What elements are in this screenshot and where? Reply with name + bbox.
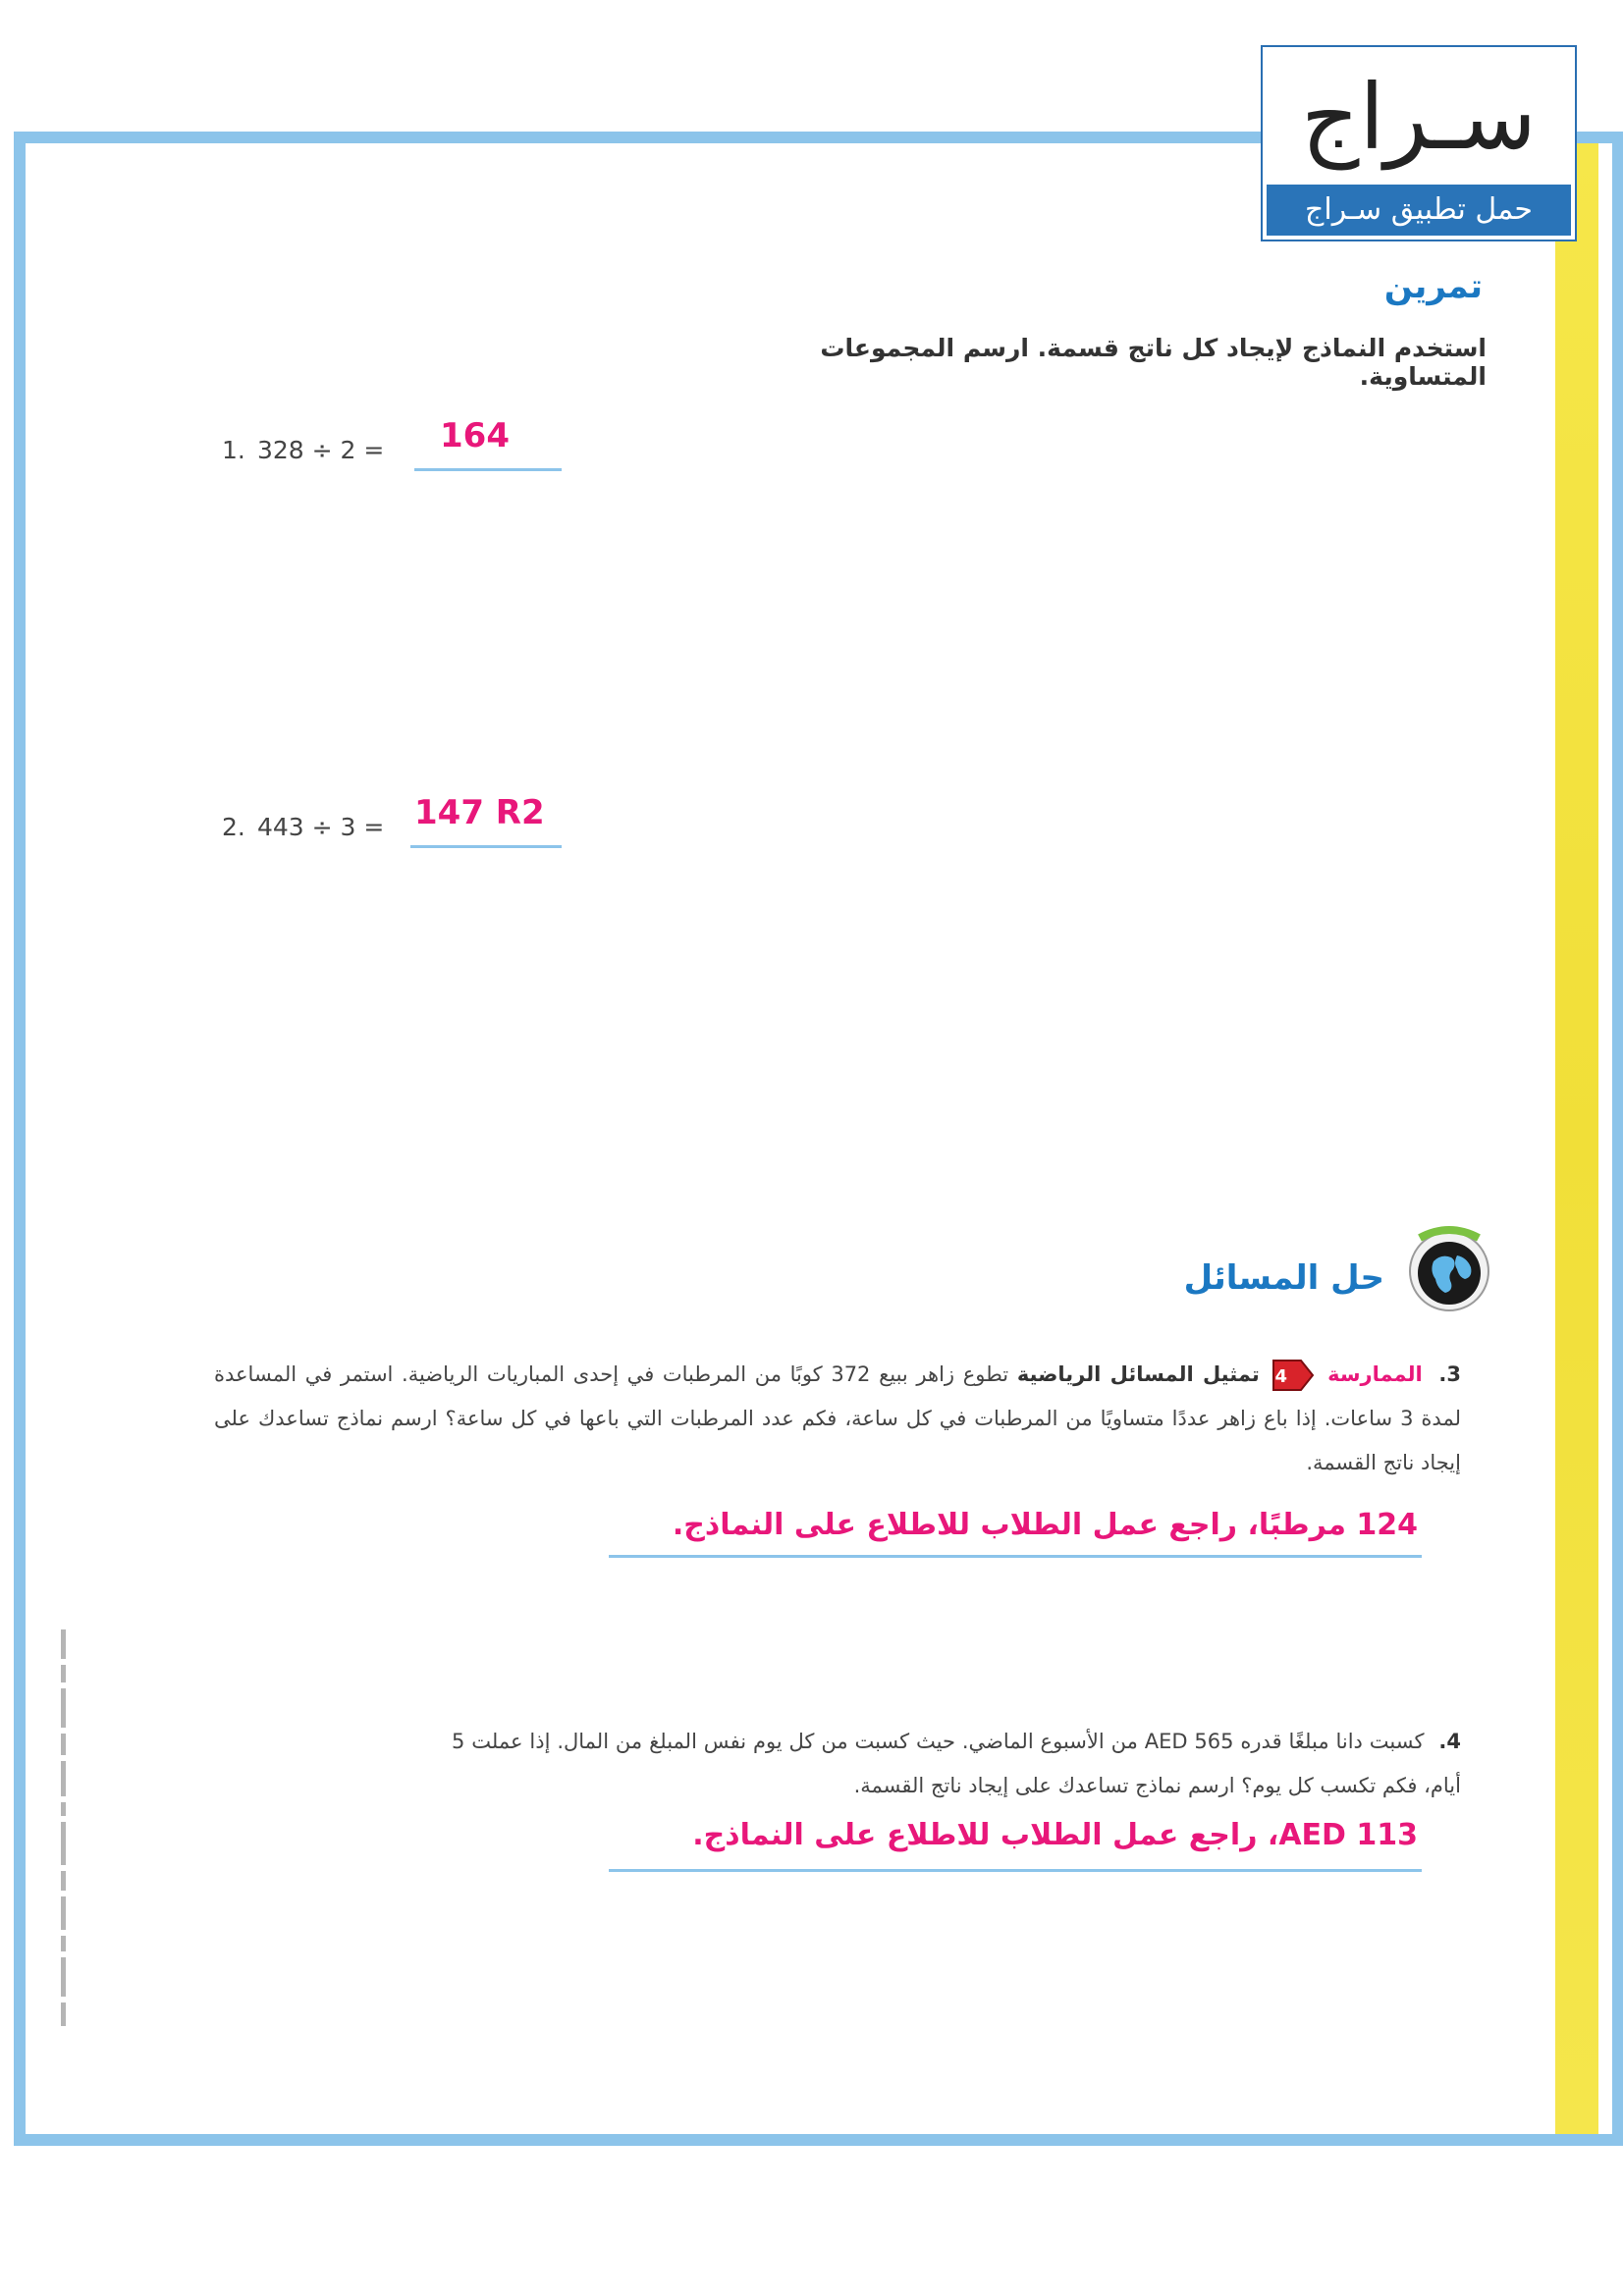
- arrow-badge-icon: [1271, 1359, 1315, 1392]
- exercise-number: 1.: [222, 436, 245, 464]
- problem-text: كسبت دانا مبلغًا قدره AED 565 من الأسبوع الماضي. حيث كسبت من كل يوم نفس المبلغ من المال. إذا عملت 5 أيام، فكم تكسب كل يوم؟ ارسم نماذج تساعدك على إيجاد ناتج القسمة.: [452, 1730, 1461, 1797]
- answer-underline: [414, 468, 562, 471]
- badge-number: 4: [1274, 1366, 1288, 1387]
- problem-number: 3.: [1438, 1362, 1461, 1386]
- practice-label: الممارسة: [1327, 1362, 1423, 1386]
- side-color-band: [1555, 143, 1598, 2134]
- logo-word: سـراج: [1301, 65, 1537, 170]
- globe-icon: [1400, 1220, 1494, 1314]
- exercise-number: 2.: [222, 813, 245, 841]
- problem-answer: AED 113، راجع عمل الطلاب للاطلاع على النماذج.: [692, 1818, 1418, 1852]
- exercise-answer: 164: [440, 416, 510, 455]
- problem-solving-title: حل المسائل: [1183, 1258, 1384, 1298]
- practice-phrase: تمثيل المسائل الرياضية: [1016, 1362, 1260, 1386]
- exercise-expression: 328 ÷ 2 =: [257, 436, 385, 464]
- logo-tagline: حمل تطبيق سـراج: [1267, 185, 1571, 236]
- exercise-expression: 443 ÷ 3 =: [257, 813, 385, 841]
- problem-answer: 124 مرطبًا، راجع عمل الطلاب للاطلاع على النماذج.: [672, 1508, 1418, 1542]
- problem-number: 4.: [1438, 1730, 1462, 1753]
- problem-text: تطوع زاهر ببيع 372 كوبًا من المرطبات في إحدى المباريات الرياضية. استمر في المساعدة لمدة 3 ساعات. إذا باع زاهر عددًا متساويًا من المرطبات في كل ساعة، فكم عدد المرطبات التي باعها في كل ساعة؟ ارسم نماذج تساعدك على إيجاد ناتج القسمة.: [214, 1362, 1461, 1474]
- practice-title: تمرين: [1383, 267, 1483, 306]
- problem-3: [214, 1353, 1461, 1485]
- credit-marks: [57, 1629, 71, 2042]
- practice-badge: [1271, 1359, 1315, 1392]
- exercise-row: [222, 416, 575, 475]
- app-logo[interactable]: [1261, 45, 1577, 241]
- practice-instruction: استخدم النماذج لإيجاد كل ناتج قسمة. ارسم المجموعات المتساوية.: [820, 334, 1487, 391]
- side-credit-strip: [57, 1629, 86, 2042]
- exercise-row: [222, 793, 575, 852]
- exercise-answer: 147 R2: [414, 793, 545, 832]
- answer-underline: [609, 1555, 1422, 1558]
- answer-underline: [609, 1869, 1422, 1872]
- answer-underline: [410, 845, 562, 848]
- problem-4: [452, 1720, 1461, 1808]
